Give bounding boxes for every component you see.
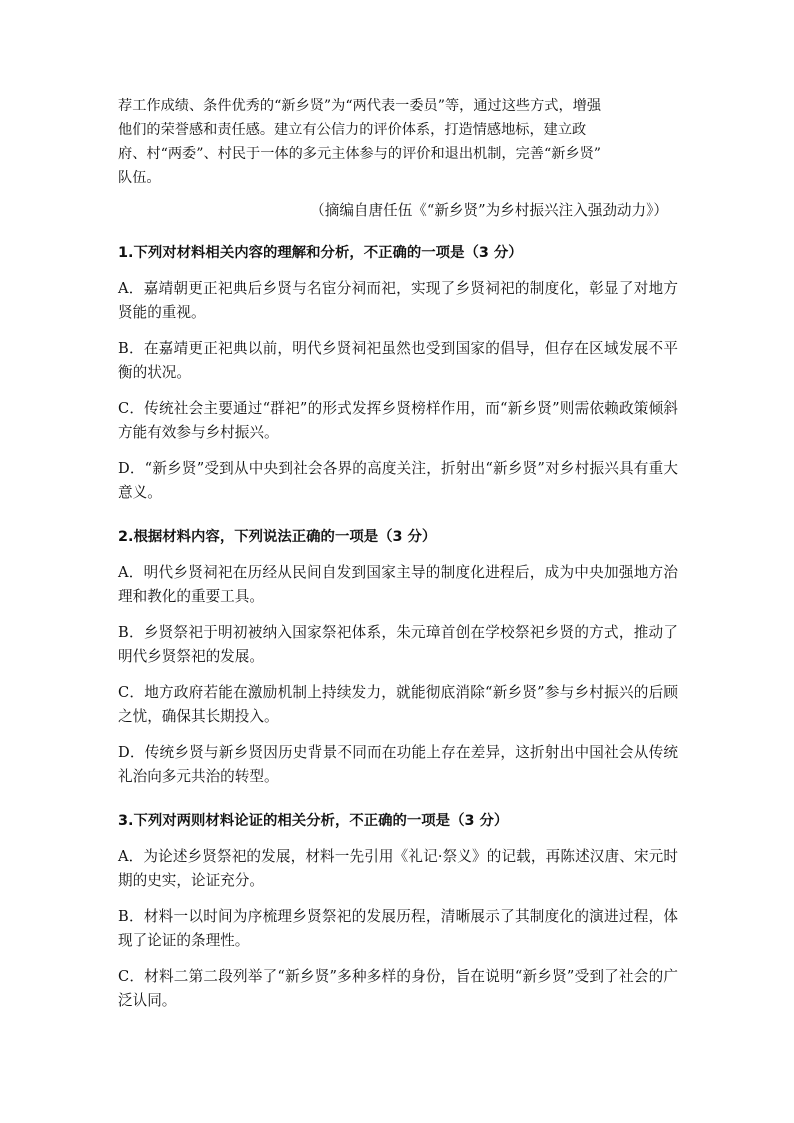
question-3: [118, 809, 678, 1013]
option-b: B．在嘉靖更正祀典以前，明代乡贤祠祀虽然也受到国家的倡导，但存在区域发展不平衡的状况。: [118, 340, 678, 381]
intro-line: 府、村“两委”、村民于一体的多元主体参与的评价和退出机制，完善“新乡贤”: [118, 146, 602, 162]
option-d: D．“新乡贤”受到从中央到社会各界的高度关注，折射出“新乡贤”对乡村振兴具有重大意义。: [118, 460, 678, 501]
intro-paragraph: [118, 94, 678, 190]
question-2: [118, 525, 678, 789]
source-citation: （摘编自唐任伍《“新乡贤”为乡村振兴注入强劲动力》）: [310, 202, 668, 219]
intro-line: 他们的荣誉感和责任感。建立有公信力的评价体系，打造情感地标，建立政: [118, 122, 587, 138]
intro-line: 队伍。: [118, 170, 161, 186]
question-title: 2.根据材料内容，下列说法正确的一项是（3 分）: [118, 529, 437, 545]
question-title: 1.下列对材料相关内容的理解和分析，不正确的一项是（3 分）: [118, 245, 523, 261]
intro-line: 荐工作成绩、条件优秀的“新乡贤”为“两代表一委员”等，通过这些方式，增强: [118, 98, 602, 114]
option-b: B．材料一以时间为序梳理乡贤祭祀的发展历程，清晰展示了其制度化的演进过程，体现了论证的条理性。: [118, 908, 678, 949]
option-a: A．为论述乡贤祭祀的发展，材料一先引用《礼记·祭义》的记载，再陈述汉唐、宋元时期的史实，论证充分。: [118, 848, 678, 889]
option-c: C．传统社会主要通过“群祀”的形式发挥乡贤榜样作用，而“新乡贤”则需依赖政策倾斜方能有效参与乡村振兴。: [118, 400, 678, 441]
option-c: C．地方政府若能在激励机制上持续发力，就能彻底消除“新乡贤”参与乡村振兴的后顾之忧，确保其长期投入。: [118, 684, 678, 725]
option-a: A．明代乡贤祠祀在历经从民间自发到国家主导的制度化进程后，成为中央加强地方治理和教化的重要工具。: [118, 564, 678, 605]
question-1: [118, 241, 678, 505]
option-d: D．传统乡贤与新乡贤因历史背景不同而在功能上存在差异，这折射出中国社会从传统礼治向多元共治的转型。: [118, 744, 678, 785]
option-c: C．材料二第二段列举了“新乡贤”多种多样的身份，旨在说明“新乡贤”受到了社会的广泛认同。: [118, 968, 678, 1009]
question-title: 3.下列对两则材料论证的相关分析，不正确的一项是（3 分）: [118, 813, 509, 829]
document-page: [118, 94, 678, 1013]
option-b: B．乡贤祭祀于明初被纳入国家祭祀体系，朱元璋首创在学校祭祀乡贤的方式，推动了明代乡贤祭祀的发展。: [118, 624, 678, 665]
option-a: A．嘉靖朝更正祀典后乡贤与名宦分祠而祀，实现了乡贤祠祀的制度化，彰显了对地方贤能的重视。: [118, 280, 678, 321]
